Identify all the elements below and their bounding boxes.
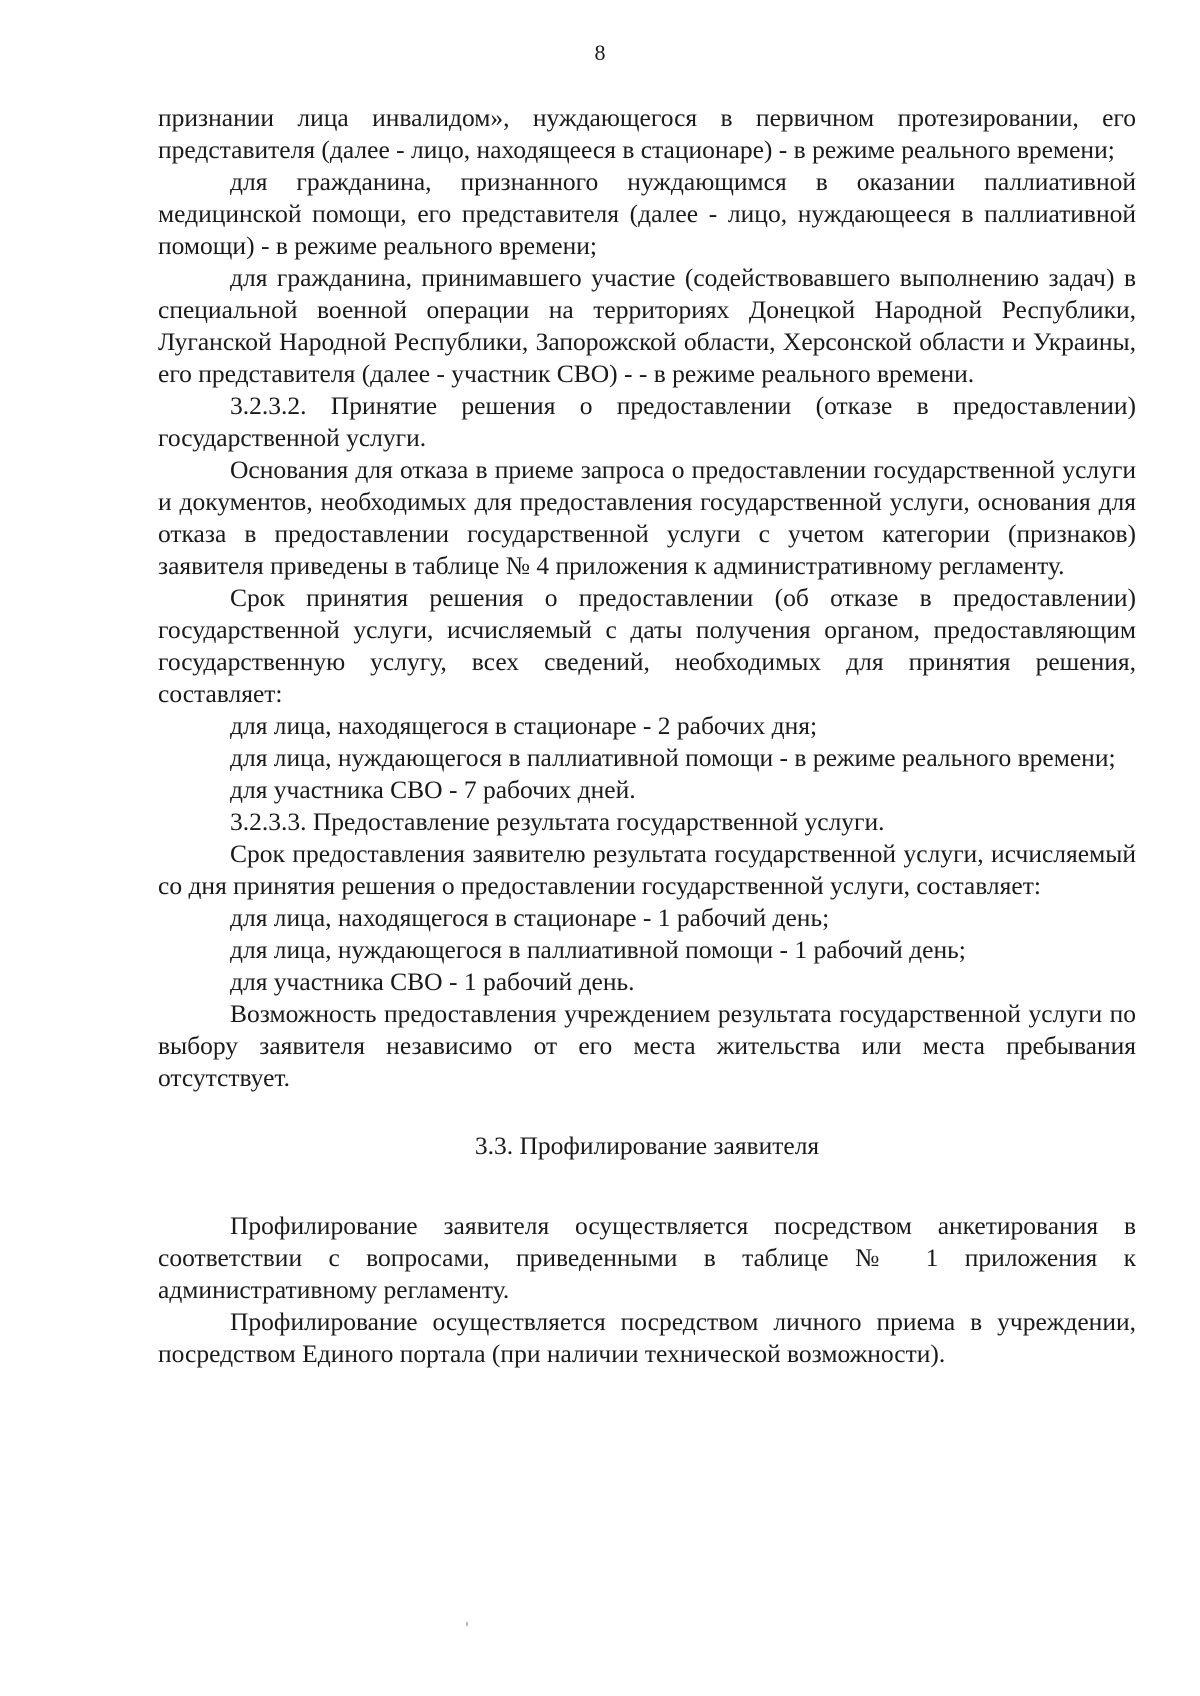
paragraph-palliative-citizen: для гражданина, признанного нуждающимся в оказании паллиативной медицинской помощи, его представителя (далее - лицо, нуждающееся в паллиативной помощи) - в режиме реального времени; [158,167,1136,260]
subsection-3-2-3-3: 3.2.3.3. Предоставление результата государственной услуги. [230,807,885,836]
subsection-3-2-3-2: 3.2.3.2. Принятие решения о предоставлении (отказе в предоставлении) государственной услуги. [158,391,1136,452]
paragraph-decision-term: Срок принятия решения о предоставлении (об отказе в предоставлении) государственной услуги, исчисляемый с даты получения органом, предоставляющим государственную услугу, всех сведений, необходимых для принятия решения, составляет: [158,583,1136,708]
list-item-hospital-result: для лица, находящегося в стационаре - 1 рабочий день; [230,903,830,932]
page-number: 8 [594,40,606,65]
list-item-palliative-term: для лица, нуждающегося в паллиативной помощи - в режиме реального времени; [230,743,1116,772]
paragraph-continuation: признании лица инвалидом», нуждающегося в первичном протезировании, его представителя (далее - лицо, находящееся в стационаре) - в режиме реального времени; [158,103,1136,164]
paragraph-extraterritorial: Возможность предоставления учреждением результата государственной услуги по выбору заявителя независимо от его места жительства или места пребывания отсутствует. [158,999,1136,1092]
list-item-palliative-result: для лица, нуждающегося в паллиативной помощи - 1 рабочий день; [230,935,966,964]
paragraph-result-term: Срок предоставления заявителю результата государственной услуги, исчисляемый со дня принятия решения о предоставлении государственной услуги, составляет: [158,839,1136,900]
paragraph-refusal-grounds: Основания для отказа в приеме запроса о предоставлении государственной услуги и документов, необходимых для предоставления государственной услуги, основания для отказа в предоставлении государственной услуги с учетом категории (признаков) заявителя приведены в таблице № 4 приложения к административному регламенту. [158,455,1136,580]
paragraph-profiling-channels: Профилирование осуществляется посредством личного приема в учреждении, посредством Единого портала (при наличии технической возможности). [158,1307,1136,1368]
list-item-svo-result: для участника СВО - 1 рабочий день. [230,967,635,996]
scan-speck [466,1622,468,1626]
list-item-hospital-term: для лица, находящегося в стационаре - 2 рабочих дня; [230,711,818,740]
list-item-svo-term: для участника СВО - 7 рабочих дней. [230,775,636,804]
document-body [158,102,1136,1370]
section-heading-3-3: 3.3. Профилирование заявителя [474,1131,820,1160]
paragraph-svo-participant: для гражданина, принимавшего участие (содействовавшего выполнению задач) в специальной военной операции на территориях Донецкой Народной Республики, Луганской Народной Республики, Запорожской области, Херсонской области и Украины, его представителя (далее - участник СВО) - - в режиме реального времени. [158,263,1136,388]
paragraph-profiling-method: Профилирование заявителя осуществляется посредством анкетирования в соответствии с вопросами, приведенными в таблице № 1 приложения к административному регламенту. [158,1211,1136,1304]
